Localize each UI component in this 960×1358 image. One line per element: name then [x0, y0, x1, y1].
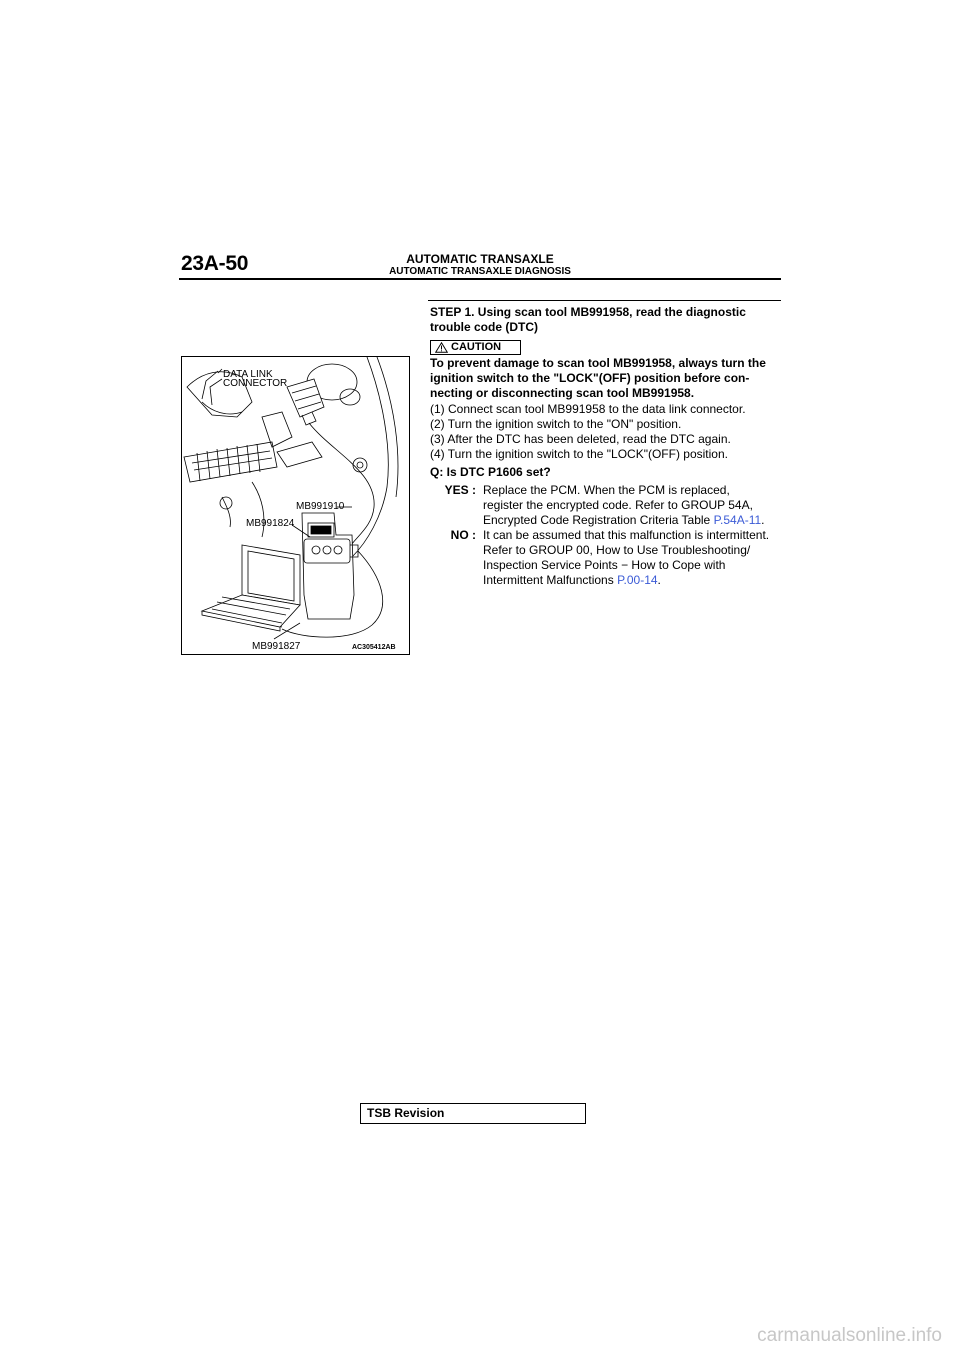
header-subtitle: AUTOMATIC TRANSAXLE DIAGNOSIS [389, 266, 571, 277]
answer-yes-text [483, 483, 783, 528]
procedure-list [430, 402, 782, 462]
page-number: 23A-50 [181, 252, 249, 275]
answer-line: Refer to GROUP 00, How to Use Troubleshooting/ [483, 543, 751, 557]
procedure-step: (1) Connect scan tool MB991958 to the data link connector. [430, 402, 746, 416]
answer-line [483, 513, 783, 528]
header-title: AUTOMATIC TRANSAXLE [406, 252, 554, 266]
answer-yes-label: YES : [444, 483, 476, 497]
figure-label-connector: DATA LINK [223, 369, 273, 380]
answer-line-text: Encrypted Code Registration Criteria Table [483, 513, 714, 527]
figure-label-mb991827: MB991827 [252, 641, 301, 652]
step-heading-line: STEP 1. Using scan tool MB991958, read the diagnostic [430, 305, 746, 319]
procedure-step: (3) After the DTC has been deleted, read the DTC again. [430, 432, 731, 446]
figure-label-mb991824: MB991824 [246, 518, 295, 529]
answer-line: Inspection Service Points − How to Cope with [483, 558, 726, 572]
answer-no-text [483, 528, 783, 588]
answer-no-label: NO : [450, 528, 476, 542]
answer-line-text: Intermittent Malfunctions [483, 573, 618, 587]
caution-label: CAUTION [451, 341, 502, 353]
caution-line: To prevent damage to scan tool MB991958, always turn the [430, 356, 766, 370]
scan-tool-figure [181, 356, 410, 655]
procedure-step: (2) Turn the ignition switch to the "ON" position. [430, 417, 682, 431]
answer-line: It can be assumed that this malfunction is intermittent. [483, 528, 770, 542]
procedure-step: (4) Turn the ignition switch to the "LOCK"(OFF) position. [430, 447, 728, 461]
caution-text [430, 356, 782, 401]
caution-box [430, 340, 521, 355]
figure-id: AC305412AB [352, 644, 396, 651]
tsb-revision-box: TSB Revision [360, 1103, 586, 1124]
step-heading [430, 305, 782, 335]
figure-label-mb991910: MB991910 [296, 501, 345, 512]
link-p00-14[interactable]: P.00-14 [617, 573, 658, 587]
answer-line [483, 573, 783, 588]
header-rule [179, 278, 781, 280]
caution-line: ignition switch to the "LOCK"(OFF) position before con- [430, 371, 750, 385]
answer-line-end: . [657, 573, 661, 587]
warning-triangle-icon [435, 342, 448, 353]
step-rule [428, 300, 781, 301]
answer-line: register the encrypted code. Refer to GROUP 54A, [483, 498, 753, 512]
watermark[interactable]: carmanualsonline.info [757, 1325, 942, 1346]
question: Q: Is DTC P1606 set? [430, 465, 551, 479]
figure-label-connector: CONNECTOR [223, 378, 288, 389]
answer-line-end: . [761, 513, 765, 527]
step-heading-line: trouble code (DTC) [430, 320, 538, 334]
answer-line: Replace the PCM. When the PCM is replaced, [483, 483, 730, 497]
caution-line: necting or disconnecting scan tool MB991958. [430, 386, 695, 400]
link-p54a-11[interactable]: P.54A-11 [713, 513, 762, 527]
